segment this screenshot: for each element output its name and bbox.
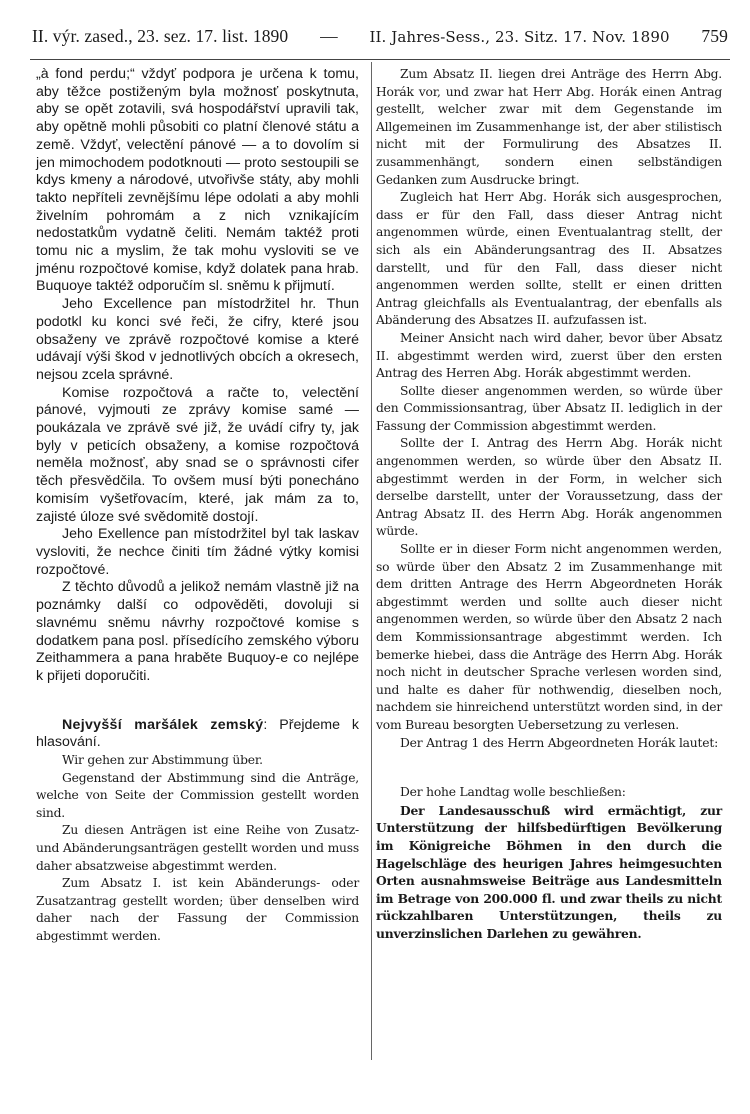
paragraph: Sollte er in dieser Form nicht angenommen werden, so würde über den Absatz 2 im Zusammenhange mit dem dritten Antrage des Herrn Abgeordneten Horák abgestimmt werden und sollte auch dieser nicht angenommen werden, so würde über den Absatz 2 nach dem Kommissionsantrage abgestimmt werden. Ich bemerke hiebei, dass die Anträge des Herrn Abg. Horák noch nicht in deutscher Sprache verlesen worden sind, und halte es daher für nothwendig, dieselben noch, nachdem sie hinreichend unterstützt worden sind, in der vom Bureau besorgten Uebersetzung zu verlesen. xyxy=(376,542,722,732)
left-column xyxy=(36,66,359,946)
speaker-name: Nejvyšší maršálek zemský xyxy=(62,716,264,733)
paragraph: Jeho Exellence pan místodržitel byl tak laskav vysloviti, že nechce činiti tím žádné výtky komisi rozpočtové. xyxy=(36,526,359,578)
header-rule xyxy=(30,59,730,60)
paragraph: Gegenstand der Abstimmung sind die Anträge, welche von Seite der Commission gestellt worden sind. xyxy=(36,770,359,820)
paragraph: Zum Absatz II. liegen drei Anträge des Herrn Abg. Horák vor, und zwar hat Herr Abg. Horák einen Antrag gestellt, welcher zwar mit dem Gegenstande im Allgemeinen im Zusammenhange ist, der aber stilistisch nicht mit der Formulirung des Absatzes II. zusammenhängt, sondern einen selbständigen Gedanken zum Ausdrucke bringt. xyxy=(376,67,722,187)
page-header xyxy=(32,26,728,56)
paragraph: Der Antrag 1 des Herrn Abgeordneten Horák lautet: xyxy=(400,735,719,750)
paragraph: Der Landesausschuß wird ermächtigt, zur Unterstützung der hilfsbedürftigen Bevölkerung im Königreiche Böhmen in den durch die Hagelschläge des heurigen Jahres heimgesuchten Orten ausnahmsweise Beiträge aus Landesmitteln im Betrage von 200.000 fl. und zwar theils zu nicht rückzahlbaren Unterstützungen, theils zu unverzinslichen Darlehen zu gewähren. xyxy=(376,802,722,941)
header-separator: — xyxy=(320,26,338,46)
paragraph: Sollte der I. Antrag des Herrn Abg. Horák nicht angenommen werden, so würde über den Absatz II. abgestimmt werden in der Form, in welcher sich derselbe darstellt, unter der Voraussetzung, dass der Antrag Absatz II. des Herrn Abg. Horák angenommen würde. xyxy=(376,436,722,539)
paragraph: Jeho Excellence pan místodržitel hr. Thun podotkl ku konci své řeči, že cifry, které jsou obsaženy ve zprávě rozpočtové komise a které udávají výši škod v jednotlivých obcích a okresech, nejsou zcela správné. xyxy=(36,296,359,383)
column-divider xyxy=(371,62,372,1060)
right-column xyxy=(376,66,722,943)
paragraph: Sollte dieser angenommen werden, so würde über den Commissionsantrag, über Absatz II. lediglich in der Fassung der Commission abgestimmt werden. xyxy=(376,383,722,433)
paragraph: „à fond perdu;“ vždyť podpora je určena k tomu, aby těžce postiženým byla možnosť poskytnuta, aby se opět zotavili, svá hospodářství upravili tak, aby opětně mohli působiti co platní členové státu a země. Vždyť, velectění pánové — a to dovolím si jen mimochodem podotknouti — proto sestoupili se kdys kmeny a národové, utvořivše státy, aby mohli takto nepříteli zevnějšímu lépe odolati a aby mohli živelním pohromám a z nich vznikajícím nedostatkům vydatně čeliti. Nemám taktéž proti tomu nic a myslim, že tak mohu vysloviti se ve jménu rozpočtové komise, když dolatek pana hrab. Buquoye taktéž odporučím sl. sněmu k přijmutí. xyxy=(36,66,359,295)
speaker-paragraph xyxy=(36,717,359,752)
german-block xyxy=(36,752,359,946)
paragraph: Z těchto důvodů a jelikož nemám vlastně již na poznámky další co odpověděti, dovoluji si slavnému sněmu návrhy rozpočtové komise s dodatkem pana posl. přísedícího zemského výboru Zeithammera a pana hraběte Buquoy-e co nejlépe k přijeti doporučiti. xyxy=(36,579,359,684)
spacer xyxy=(36,686,359,717)
paragraph: Meiner Ansicht nach wird daher, bevor über Absatz II. abgestimmt werden wird, zuerst über den ersten Antrag des Herren Abg. Horák abgestimmt werden. xyxy=(376,330,722,381)
paragraph: Der hohe Landtag wolle beschließen: xyxy=(400,785,626,800)
paragraph: Wir gehen zur Abstimmung über. xyxy=(62,753,263,768)
page-number: 759 xyxy=(701,26,728,46)
paragraph: Zum Absatz I. ist kein Abänderungs- oder Zusatzantrag gestellt worden; über denselben wird daher nach der Fassung der Commission abgestimmt werden. xyxy=(36,876,359,943)
header-german: II. Jahres-Sess., 23. Sitz. 17. Nov. 1890 xyxy=(369,28,670,46)
paragraph: Zu diesen Anträgen ist eine Reihe von Zusatz- und Abänderungsanträgen gestellt worden und muss daher absatzweise abgestimmt werden. xyxy=(36,823,359,873)
spacer xyxy=(376,752,722,784)
header-czech: II. výr. zased., 23. sez. 17. list. 1890 xyxy=(32,26,289,46)
paragraph: Komise rozpočtová a račte to, velectění pánové, vyjmouti ze zprávy komise samé — poukázala ve zprávě své již, že uvádí cifry ty, jak byly v peticích obsaženy, a komise rozpočtová neměla možnosť, aby snad se o správnosti cifer těch přesvědčila. To ovšem musí býti ponecháno komisím vyšetřovacím, které, jak mám za to, zajisté úloze své svědomitě dostojí. xyxy=(36,384,359,525)
paragraph: Zugleich hat Herr Abg. Horák sich ausgesprochen, dass er für den Fall, dass dieser Antrag nicht angenommen würde, einen Eventualantrag stellt, der sich als ein Abänderungsantrag des II. Absatzes darstellt, und für den Fall, dass dieser nicht angenommen werden sollte, stellt er einen dritten Antrag gleichfalls als Eventualantrag, der ebenfalls als Abänderung des Absatzes II. aufzufassen ist. xyxy=(376,190,722,328)
speaker-text: : Přejdeme k hlasování. xyxy=(36,716,360,751)
